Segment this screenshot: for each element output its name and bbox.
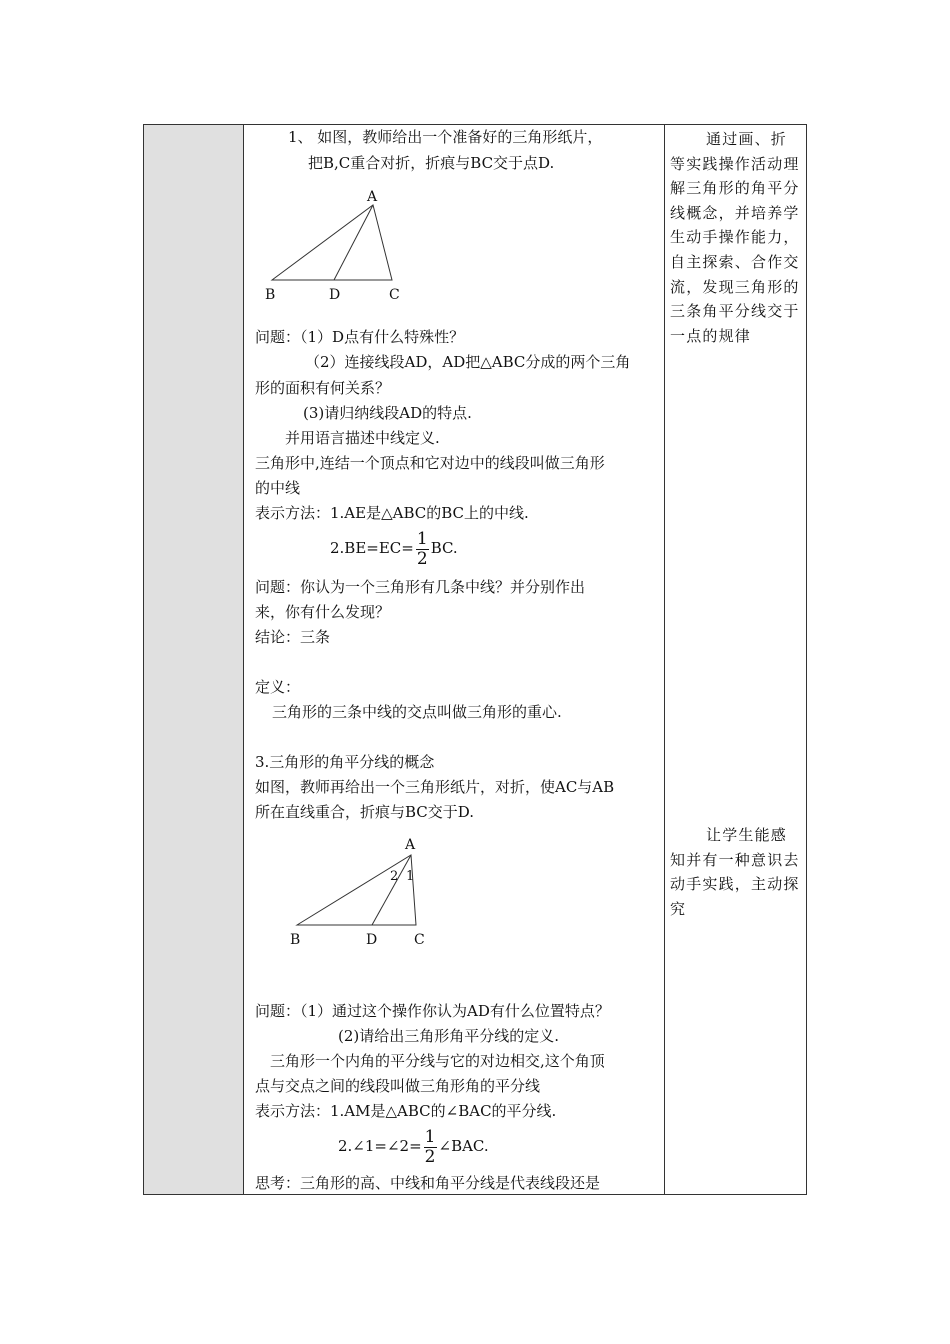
fig2-label-a: A	[405, 837, 416, 853]
section3-line-b: 所在直线重合，折痕与BC交于D.	[255, 803, 475, 821]
notation-4-prefix: 2.∠1=∠2=	[338, 1137, 422, 1155]
fig1-label-d: D	[329, 287, 341, 303]
question3-1: 问题：（1）通过这个操作你认为AD有什么位置特点？	[255, 1002, 610, 1020]
question2b: 来，你有什么发现？	[255, 603, 391, 621]
notation-2	[330, 526, 458, 570]
fig2-angle-1: 1	[406, 869, 415, 884]
notation-4-suffix: ∠BAC.	[438, 1137, 489, 1155]
median-definition-b: 的中线	[255, 479, 301, 497]
notation-3: 表示方法：1.AM是△ABC的∠BAC的平分线.	[255, 1102, 557, 1120]
fraction-denominator-2: 2	[424, 1146, 436, 1167]
fig2-label-c: C	[414, 932, 425, 948]
question3-2: (2)请给出三角形角平分线的定义.	[338, 1027, 560, 1045]
step1-line1: 1、 如图，教师给出一个准备好的三角形纸片，	[288, 128, 603, 146]
fig1-label-a: A	[367, 189, 378, 205]
question1-3: (3)请归纳线段AD的特点.	[303, 404, 472, 422]
conclusion: 结论：三条	[255, 628, 331, 646]
fig1-label-c: C	[389, 287, 400, 303]
fig2-label-d: D	[366, 932, 378, 948]
notation-4	[338, 1124, 489, 1168]
fig1-label-b: B	[265, 287, 276, 303]
triangle-figure-2	[280, 832, 450, 952]
question1-1: 问题：（1）D点有什么特殊性？	[255, 328, 465, 346]
fig2-label-b: B	[290, 932, 301, 948]
note-purpose-2: 让学生能感知并有一种意识去动手实践，主动探究	[670, 826, 800, 918]
fraction-half	[416, 530, 429, 569]
section3-title: 3.三角形的角平分线的概念	[255, 753, 435, 771]
section3-line-a: 如图，教师再给出一个三角形纸片，对折，使AC与AB	[255, 778, 615, 796]
left-column	[144, 125, 244, 1194]
think-question: 思考：三角形的高、中线和角平分线是代表线段还是	[255, 1174, 601, 1192]
question2a: 问题：你认为一个三角形有几条中线？并分别作出	[255, 578, 586, 596]
notation-2-suffix: BC.	[430, 539, 458, 557]
centroid-definition: 三角形的三条中线的交点叫做三角形的重心.	[272, 703, 562, 721]
question1-4: 并用语言描述中线定义.	[285, 429, 440, 447]
fraction-numerator-2: 1	[424, 1126, 436, 1147]
fraction-denominator: 2	[416, 548, 428, 569]
notation-1: 表示方法：1.AE是△ABC的BC上的中线.	[255, 504, 529, 522]
question1-2a: （2）连接线段AD，AD把△ABC分成的两个三角	[305, 353, 631, 371]
definition-label: 定义：	[255, 678, 301, 696]
fraction-numerator: 1	[416, 528, 428, 549]
triangle-figure-1	[255, 185, 425, 305]
median-definition-a: 三角形中,连结一个顶点和它对边中的线段叫做三角形	[255, 454, 605, 472]
bisector-definition-a: 三角形一个内角的平分线与它的对边相交,这个角顶	[270, 1052, 605, 1070]
fraction-half-2	[424, 1128, 437, 1167]
note-purpose-1: 通过画、折等实践操作活动理解三角形的角平分线概念，并培养学生动手操作能力，自主探索、合作交流，发现三角形的三条角平分线交于一点的规律	[670, 130, 800, 345]
bisector-definition-b: 点与交点之间的线段叫做三角形角的平分线	[255, 1077, 541, 1095]
notation-2-prefix: 2.BE=EC=	[330, 539, 414, 557]
fig2-angle-2: 2	[390, 869, 399, 884]
question1-2b: 形的面积有何关系？	[255, 379, 391, 397]
step1-line2: 把B,C重合对折，折痕与BC交于点D.	[308, 154, 555, 172]
